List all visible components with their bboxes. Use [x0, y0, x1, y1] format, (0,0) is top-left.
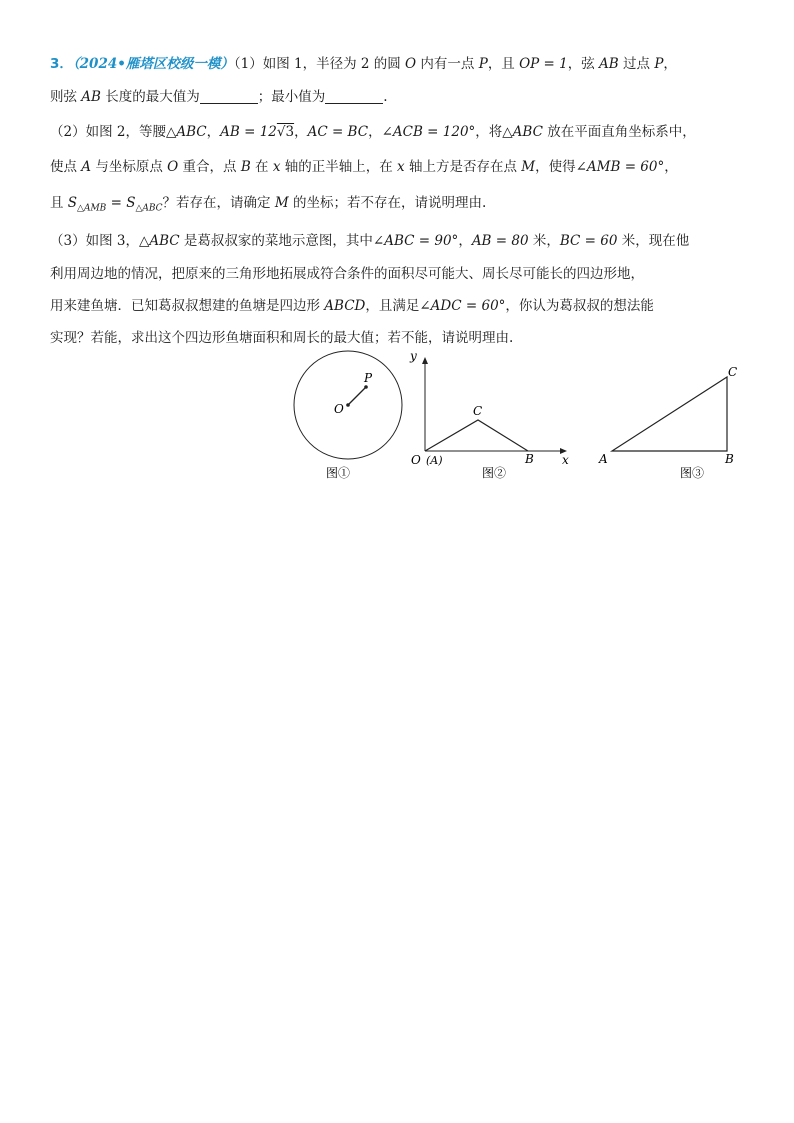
fig1-label-o: O: [334, 402, 344, 416]
fig3-label-a: A: [599, 452, 608, 466]
fig1-caption: 图①: [326, 466, 351, 480]
question-number: 3．: [50, 56, 73, 72]
fig2-label-b: B: [525, 452, 534, 466]
fig1-label-p: P: [364, 371, 373, 385]
part1-line2: 则弦 AB 长度的最大值为 ；最小值为 .: [50, 89, 388, 105]
figure-2-coordinate: [409, 349, 569, 480]
part2-line3: 且 $S_{\triangle AMB} = S_{\triangle ABC}$？若存在，请确定 M 的坐标；若不存在，请说明理由.: [50, 195, 487, 214]
part1-line1: 3．（2024•雁塔区校级一模）（1）如图 1，半径为 2 的圆 O 内有一点 P，且 OP = 1，弦 AB 过点 P，: [50, 56, 677, 72]
fig3-label-c: C: [728, 365, 738, 379]
fig2-caption: 图②: [482, 466, 507, 480]
answer-blank-min[interactable]: [325, 89, 383, 104]
fig2-label-y: y: [410, 349, 417, 363]
fig2-label-o: O: [411, 453, 421, 467]
part3-line2: 利用周边地的情况，把原来的三角形地拓展成符合条件的面积尽可能大、周长尽可能长的四边形地，: [50, 266, 644, 282]
figure-3-triangle: [598, 365, 737, 480]
part3-line4: 实现？若能，求出这个四边形鱼塘面积和周长的最大值；若不能，请说明理由.: [50, 330, 514, 346]
part2-line1: （2）如图 2，等腰△ABC，AB = 12√3，AC = BC，∠ACB = 120°，将△ABC 放在平面直角坐标系中，: [50, 124, 696, 140]
fig2-label-x: x: [562, 453, 569, 467]
fig3-caption: 图③: [680, 466, 705, 480]
fig2-label-a: (A): [426, 454, 443, 467]
figure-1-circle: [294, 351, 402, 480]
fig3-label-b: B: [725, 452, 734, 466]
answer-blank-max[interactable]: [200, 89, 258, 104]
part3-line3: 用来建鱼塘．已知葛叔叔想建的鱼塘是四边形 ABCD，且满足∠ADC = 60°，你认为葛叔叔的想法能: [50, 298, 654, 314]
figures: [0, 340, 794, 540]
fig2-label-c: C: [473, 404, 483, 418]
question-source: （2024•雁塔区校级一模）: [72, 56, 234, 72]
part2-line2: 使点 A 与坐标原点 O 重合，点 B 在 x 轴的正半轴上，在 x 轴上方是否存在点 M，使得∠AMB = 60°，: [50, 159, 678, 175]
part3-line1: （3）如图 3，△ABC 是葛叔叔家的菜地示意图，其中∠ABC = 90°，AB = 80 米，BC = 60 米，现在他: [50, 233, 690, 249]
